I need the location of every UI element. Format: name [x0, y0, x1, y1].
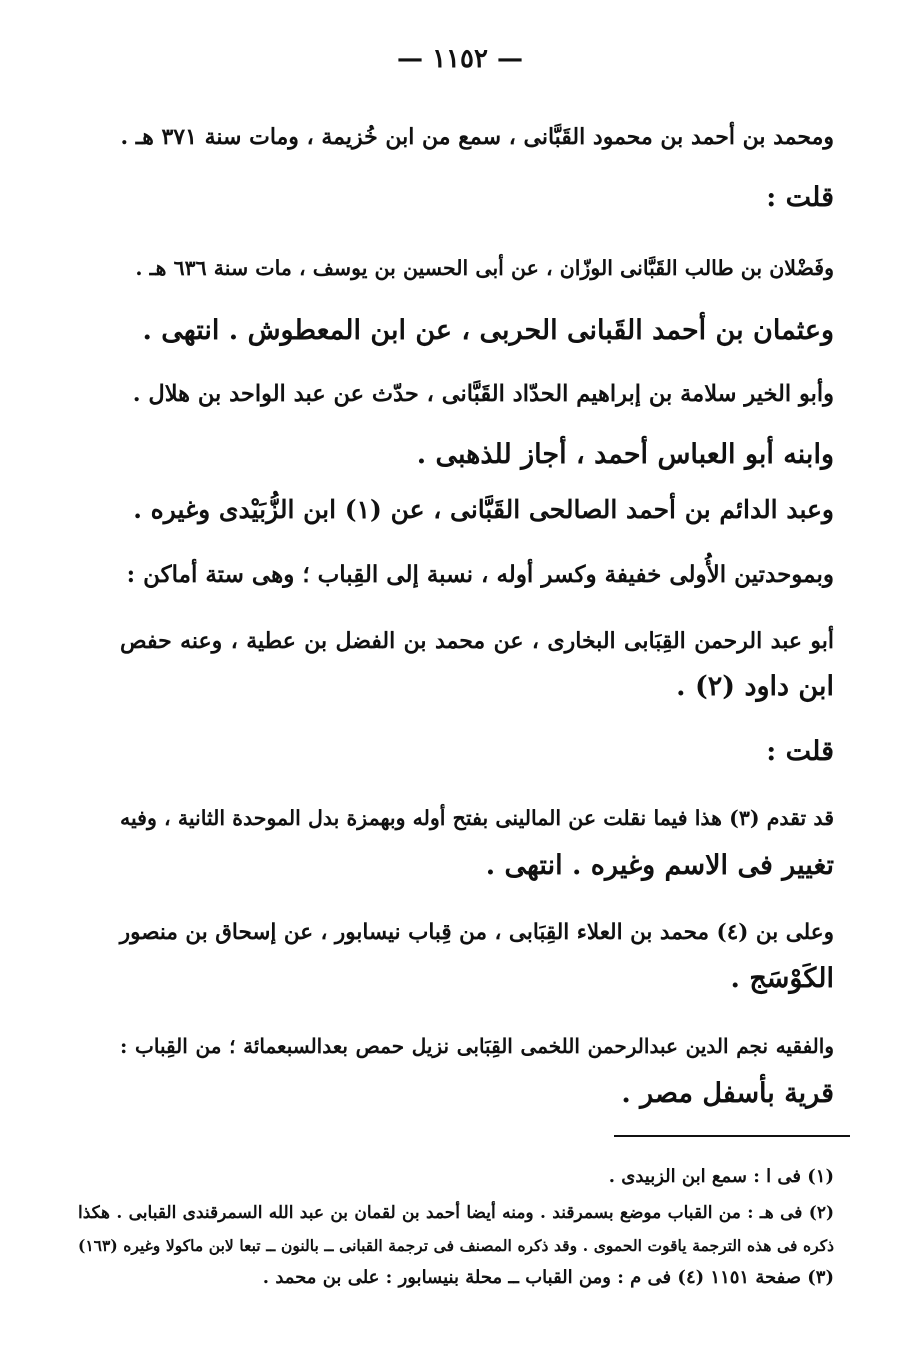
footnote: (٢) فى هـ : من القباب موضع بسمرقند . ومنه أيضا أحمد بن لقمان بن عبد الله السمرقندى القبابى . هكذا: [78, 1203, 834, 1223]
text-line: وابنه أبو العباس أحمد ، أجاز للذهبى .: [416, 439, 834, 470]
text-line: وعثمان بن أحمد القَبانى الحربى ، عن ابن المعطوش . انتهى .: [142, 315, 834, 346]
footnote-separator: [614, 1135, 850, 1137]
text-line: أبو عبد الرحمن القِبَابى البخارى ، عن محمد بن الفضل بن عطية ، وعنه حفص: [120, 628, 834, 654]
text-line: وفَضْلان بن طالب القَبَّانى الوزّان ، عن أبى الحسين بن يوسف ، مات سنة ٦٣٦ هـ .: [135, 256, 834, 280]
text-line: ومحمد بن أحمد بن محمود القَبَّانى ، سمع من ابن خُزيمة ، ومات سنة ٣٧١ هـ .: [120, 124, 834, 150]
text-line: والفقيه نجم الدين عبدالرحمن اللخمى القِبَابى نزيل حمص بعدالسبعمائة ؛ من القِباب :: [120, 1034, 834, 1058]
text-line: قد تقدم (٣) هذا فيما نقلت عن المالينى بفتح أوله وبهمزة بدل الموحدة الثانية ، وفيه: [120, 806, 834, 830]
text-line: قلت :: [766, 736, 834, 767]
text-line: الكَوْسَج .: [730, 963, 834, 994]
text-line: وأبو الخير سلامة بن إبراهيم الحدّاد القَبَّانى ، حدّث عن عبد الواحد بن هلال .: [132, 381, 834, 407]
text-line: قرية بأسفل مصر .: [621, 1078, 834, 1109]
text-line: ابن داود (٢) .: [676, 671, 834, 702]
text-line: وعلى بن (٤) محمد بن العلاء القِبَابى ، من قِباب نيسابور ، عن إسحاق بن منصور: [119, 920, 834, 945]
footnote: (٣) صفحة ١١٥١ (٤) فى م : ومن القباب ــ محلة بنيسابور : على بن محمد .: [262, 1267, 834, 1288]
text-line: قلت :: [766, 182, 834, 213]
footnote: ذكره فى هذه الترجمة ياقوت الحموى . وقد ذكره المصنف فى ترجمة القبانى ــ بالنون ــ تبعا لابن ماكولا وغيره (١٦٣): [78, 1236, 834, 1255]
page-number: — ١١٥٢ —: [397, 44, 523, 74]
text-line: وبموحدتين الأُولى خفيفة وكسر أوله ، نسبة إلى القِباب ؛ وهى ستة أماكن :: [126, 561, 834, 588]
text-line: وعبد الدائم بن أحمد الصالحى القَبَّانى ، عن (١) ابن الزُّبَيْدى وغيره .: [133, 495, 834, 524]
text-line: تغيير فى الاسم وغيره . انتهى .: [485, 850, 834, 881]
footnote: (١) فى ا : سمع ابن الزبيدى .: [608, 1166, 834, 1187]
